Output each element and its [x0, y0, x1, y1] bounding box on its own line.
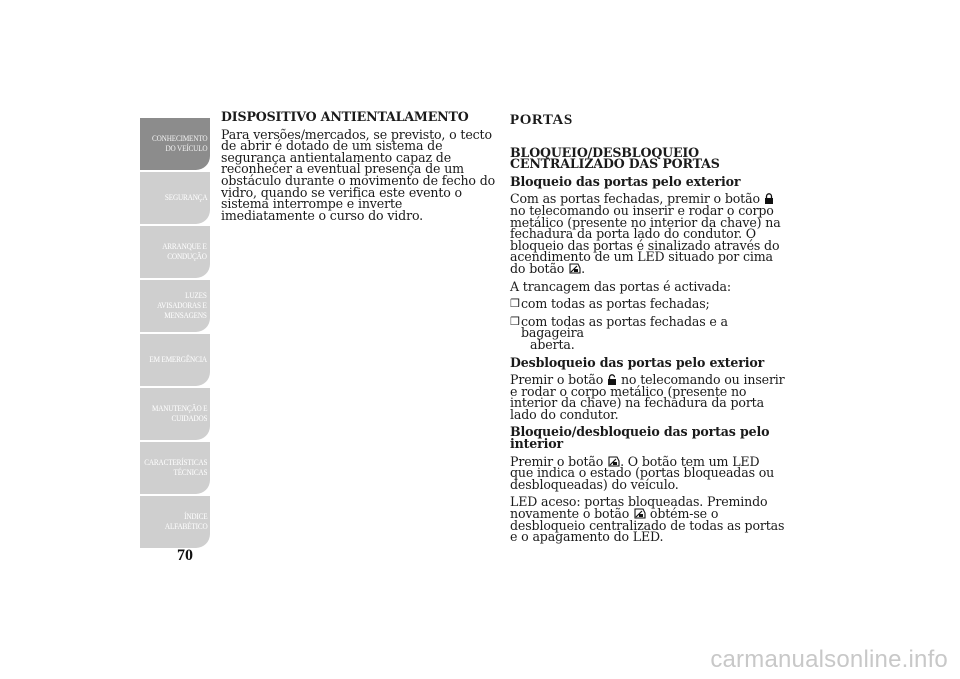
- text-run: LED aceso: portas bloqueadas. Premindo novamente o botão: [510, 494, 768, 522]
- page-number: 70: [177, 547, 193, 564]
- text-run: obtém-se o desbloqueio centralizado de todas as portas e o apagamento do LED.: [510, 506, 785, 545]
- tab-manutencao-e-cuidados[interactable]: [140, 388, 210, 440]
- lock-activated-text: A trancagem das portas é activada:: [510, 278, 731, 294]
- text-run: aberta.: [530, 336, 575, 352]
- led-paragraph: [510, 494, 785, 545]
- text-run: Premir o botão: [510, 453, 604, 469]
- right-column: [510, 112, 785, 549]
- list-item: [510, 313, 785, 352]
- tab-label: LUZES AVISADORAS E MENSAGENS: [157, 291, 207, 320]
- checkbox-bullet-icon: ❒: [510, 297, 520, 311]
- tab-label: ARRANQUE E CONDUÇÃO: [162, 242, 207, 261]
- inside-heading: Bloqueio/desbloqueio das portas pelo interior: [510, 424, 770, 452]
- left-column: [221, 111, 496, 227]
- text-run: no telecomando ou inserir e rodar o corpo metálico (presente no interior da chave) na fechadura da porta lado do condutor. O bloqueio das portas é sinalizado através do acendimento de um LED situado por cima do botão: [510, 202, 781, 276]
- list-item: [510, 298, 785, 310]
- text-run: Com as portas fechadas, premir o botão: [510, 191, 760, 207]
- tab-conhecimento-do-veiculo[interactable]: [140, 118, 210, 170]
- tab-indice-alfabetico[interactable]: [140, 496, 210, 548]
- central-locking-subheading: BLOQUEIO/DESBLOQUEIO CENTRALIZADO DAS PORTAS: [510, 144, 720, 172]
- text-run: . O botão tem um LED que indica o estado (portas bloqueadas ou desbloqueadas) do veículo.: [510, 453, 775, 492]
- bullet-text: [521, 313, 785, 352]
- door-lock-button-icon: [568, 263, 581, 274]
- lock-outside-heading: Bloqueio das portas pelo exterior: [510, 173, 741, 189]
- tab-label: MANUTENÇÃO E CUIDADOS: [151, 404, 207, 423]
- bullet-text: com todas as portas fechadas;: [521, 296, 710, 312]
- tab-label: CARACTERÍSTICAS TÉCNICAS: [143, 458, 207, 477]
- chapter-tabs: [140, 118, 210, 550]
- text-run: .: [581, 260, 585, 276]
- tab-luzes-avisadoras[interactable]: [140, 280, 210, 332]
- unlock-outside-paragraph: [510, 374, 785, 420]
- tab-em-emergencia[interactable]: [140, 334, 210, 386]
- watermark: carmanualsonline.info: [710, 646, 948, 673]
- tab-label: CONHECIMENTO DO VEÍCULO: [151, 134, 207, 153]
- section-title: PORTAS: [510, 112, 573, 128]
- tab-caracteristicas-tecnicas[interactable]: [140, 442, 210, 494]
- text-run: no telecomando ou inserir e rodar o corpo metálico (presente no interior da chave) na fechadura da porta lado do condutor.: [510, 372, 785, 422]
- lock-outside-paragraph: [510, 193, 785, 274]
- text-run: Premir o botão: [510, 372, 604, 388]
- tab-seguranca[interactable]: [140, 172, 210, 224]
- tab-label: SEGURANÇA: [164, 193, 207, 202]
- anti-trap-body: Para versões/mercados, se previsto, o tecto de abrir é dotado de um sistema de segurança antientalamento capaz de reconhecer a eventual presença de um obstáculo durante o movimento de fecho do vidro, quando se verifica este evento o sistema interrompe e inverte imediatamente o curso do vidro.: [221, 126, 496, 223]
- tab-arranque-e-conducao[interactable]: [140, 226, 210, 278]
- checkbox-bullet-icon: ❒: [510, 314, 520, 328]
- text-run: com todas as portas fechadas e a bagageira: [521, 313, 728, 341]
- tab-label: ÍNDICE ALFABÉTICO: [164, 512, 207, 531]
- inside-paragraph: [510, 453, 785, 492]
- anti-trap-heading: DISPOSITIVO ANTIENTALAMENTO: [221, 109, 469, 124]
- tab-label: EM EMERGÊNCIA: [149, 355, 207, 364]
- unlock-outside-heading: Desbloqueio das portas pelo exterior: [510, 354, 765, 370]
